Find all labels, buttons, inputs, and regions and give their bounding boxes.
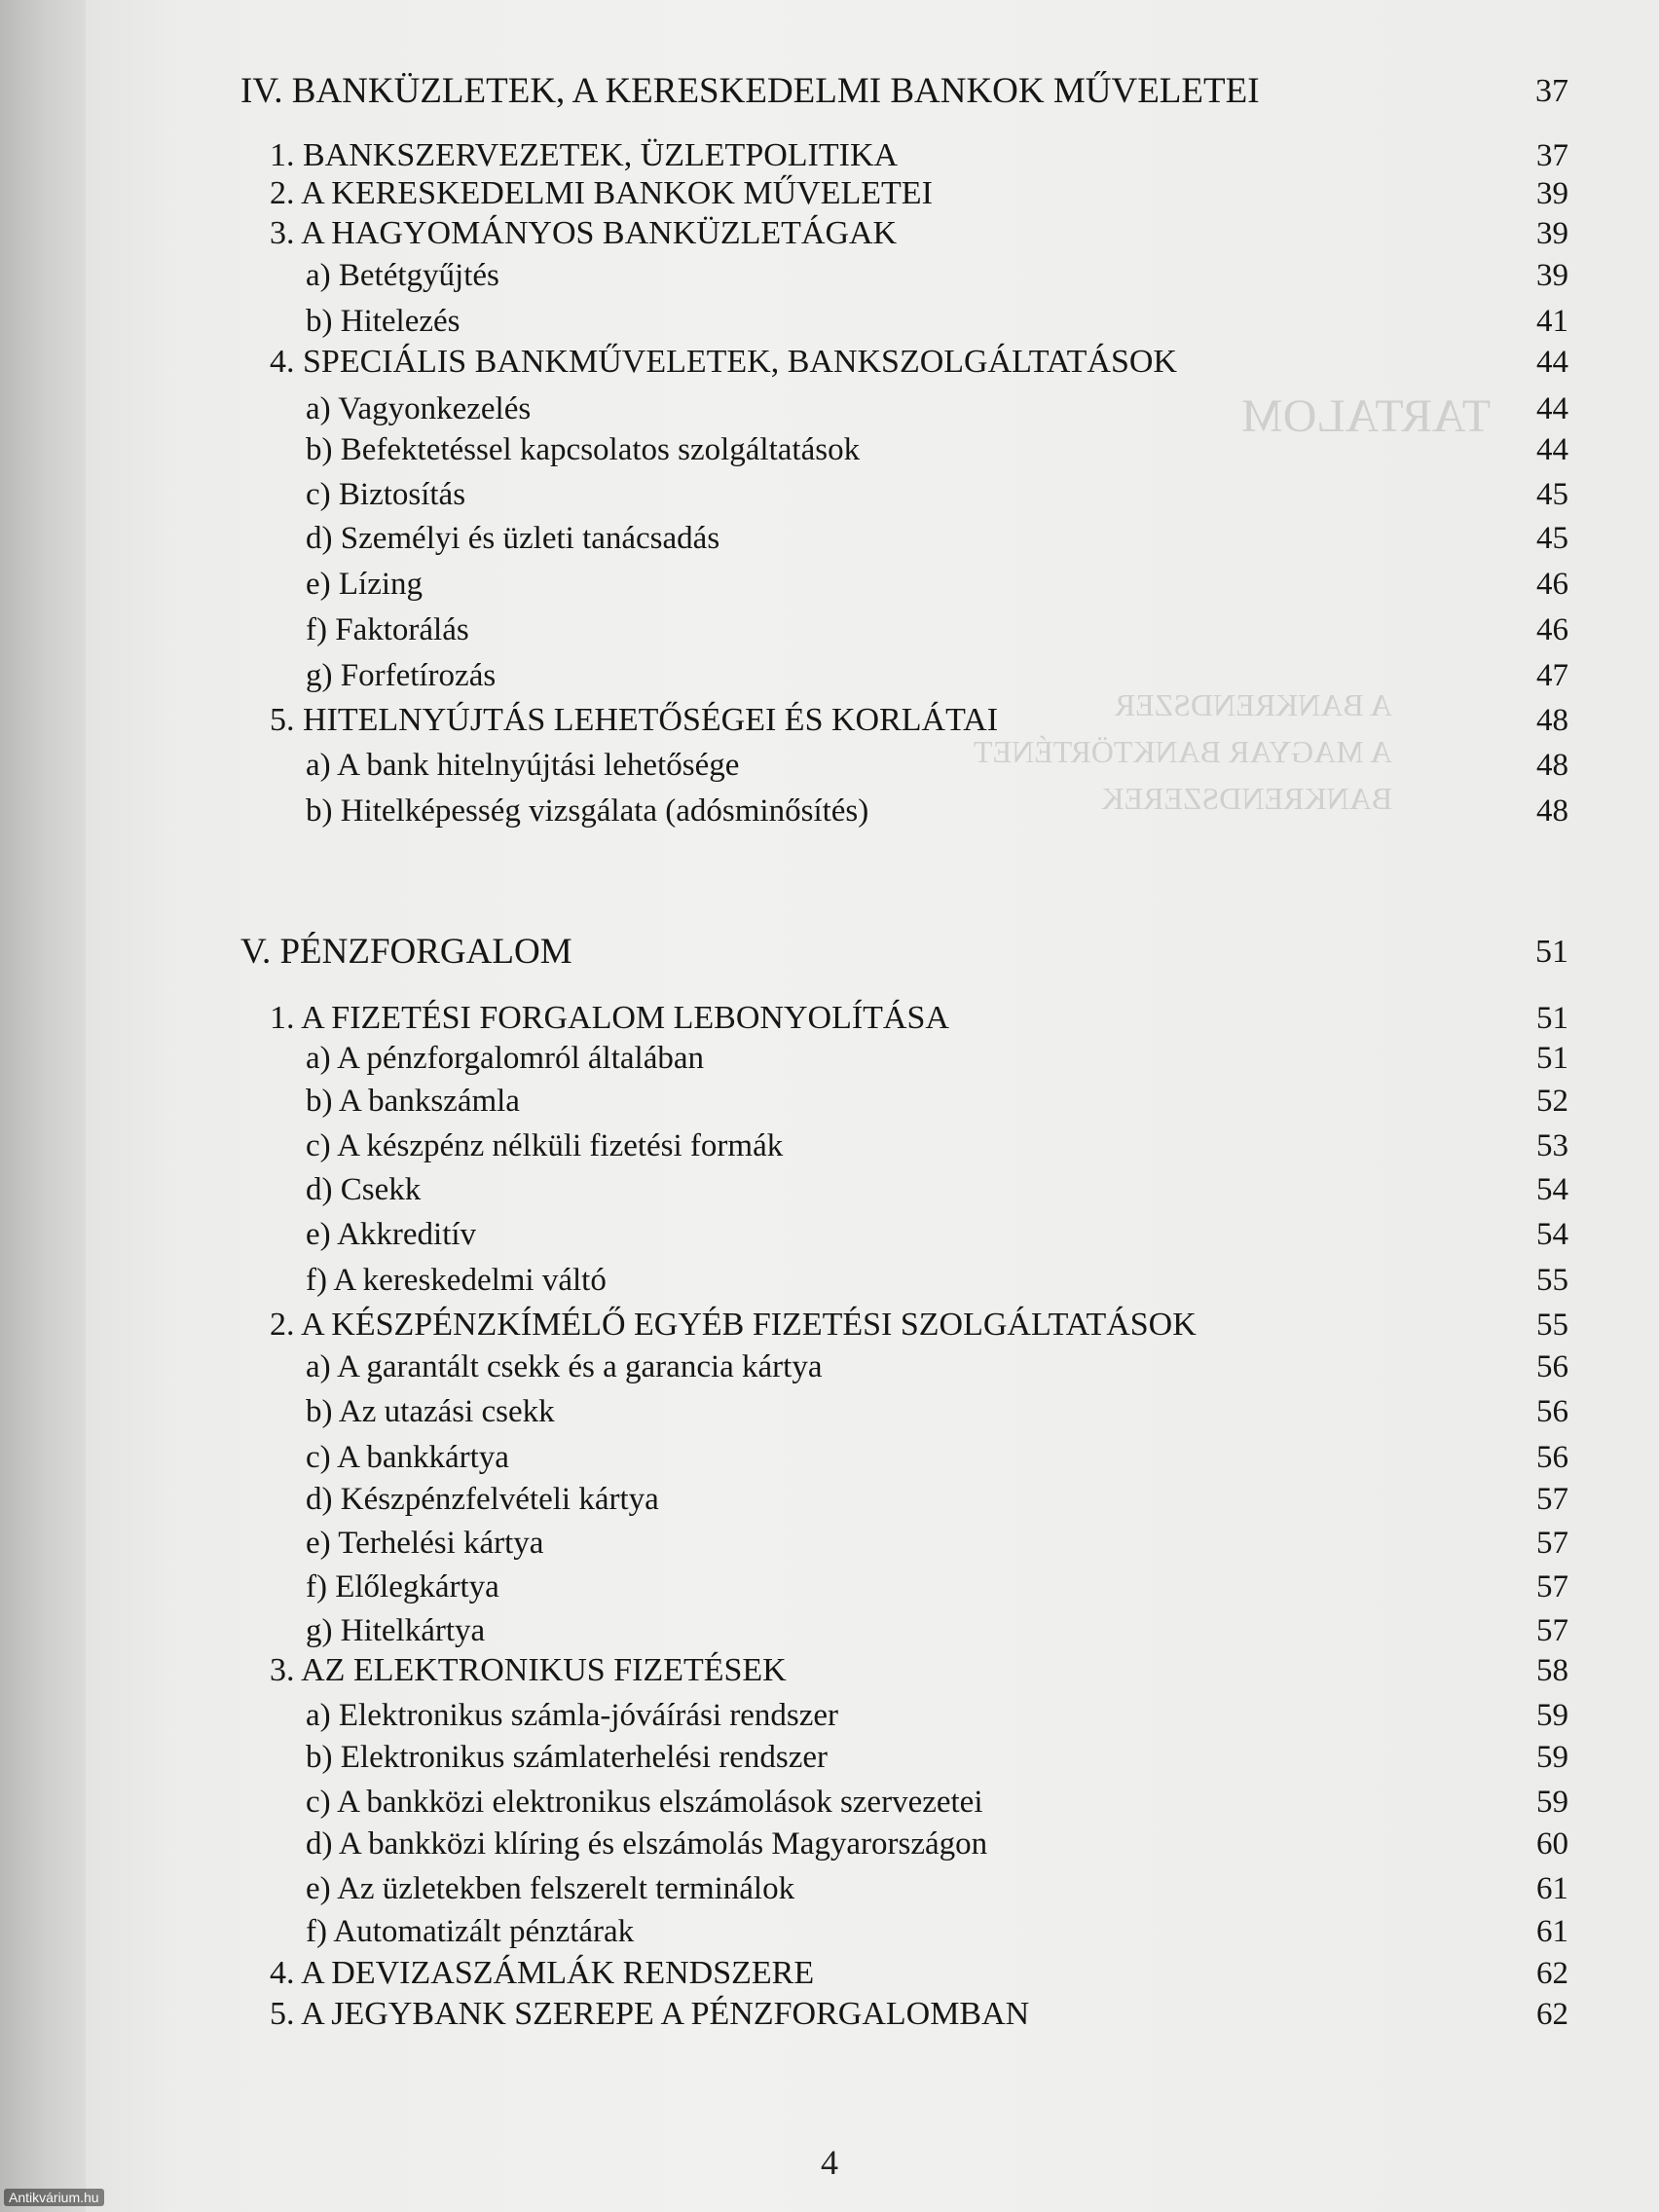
toc-entry-page: 39 — [1536, 216, 1568, 251]
toc-entry-page: 62 — [1536, 1956, 1568, 1991]
toc-entry-title: f) Faktorálás — [306, 612, 469, 647]
toc-entry-title: 3. AZ ELEKTRONIKUS FIZETÉSEK — [270, 1652, 787, 1688]
toc-entry-title: a) A pénzforgalomról általában — [306, 1041, 704, 1076]
toc-subsection-row — [0, 608, 1659, 651]
toc-entry-page: 53 — [1536, 1128, 1568, 1163]
toc-entry-title: a) Elektronikus számla-jóváírási rendszer — [306, 1698, 839, 1733]
toc-entry-title: b) Hitelezés — [306, 304, 461, 339]
toc-subsection-row — [0, 517, 1659, 560]
toc-entry-page: 57 — [1536, 1482, 1568, 1517]
toc-subsection-row — [0, 1436, 1659, 1479]
toc-subsection-row — [0, 300, 1659, 343]
toc-subsection-row — [0, 387, 1659, 430]
toc-entry-page: 48 — [1536, 703, 1568, 738]
toc-entry-title: a) A garantált csekk és a garancia kártya — [306, 1349, 823, 1384]
toc-entry-page: 44 — [1536, 391, 1568, 426]
toc-chapter-row — [0, 1649, 1659, 1692]
toc-entry-title: d) Készpénzfelvételi kártya — [306, 1482, 659, 1517]
toc-entry-page: 56 — [1536, 1349, 1568, 1384]
toc-subsection-row — [0, 563, 1659, 606]
toc-entry-page: 56 — [1536, 1440, 1568, 1475]
watermark-label: Antikvárium.hu — [4, 2189, 104, 2206]
toc-chapter-row — [0, 1993, 1659, 2036]
toc-entry-title: f) Automatizált pénztárak — [306, 1914, 635, 1949]
toc-entry-title: 5. HITELNYÚJTÁS LEHETŐSÉGEI ÉS KORLÁTAI — [270, 702, 999, 738]
bleed-through-lines: A BANKRENDSZER A MAGYAR BANKTÖRTÉNET BANKRENDSZEREK — [974, 687, 1393, 816]
toc-subsection-row — [0, 1694, 1659, 1737]
toc-entry-title: e) Lízing — [306, 567, 424, 602]
toc-entry-page: 54 — [1536, 1172, 1568, 1207]
toc-chapter-row — [0, 172, 1659, 215]
toc-section-heading — [0, 70, 1659, 113]
toc-subsection-row — [0, 1259, 1659, 1302]
toc-subsection-row — [0, 1910, 1659, 1953]
toc-subsection-row — [0, 1781, 1659, 1824]
toc-entry-title: f) A kereskedelmi váltó — [306, 1263, 607, 1298]
toc-entry-page: 44 — [1536, 345, 1568, 380]
toc-subsection-row — [0, 1213, 1659, 1256]
toc-entry-title: c) A bankkártya — [306, 1440, 509, 1475]
toc-subsection-row — [0, 654, 1659, 697]
toc-entry-page: 37 — [1535, 73, 1568, 109]
toc-entry-title: c) A készpénz nélküli fizetési formák — [306, 1128, 784, 1163]
toc-entry-title: a) Vagyonkezelés — [306, 391, 532, 426]
page-number: 4 — [821, 2143, 838, 2182]
toc-subsection-row — [0, 1867, 1659, 1910]
toc-entry-page: 46 — [1536, 567, 1568, 602]
toc-entry-page: 59 — [1536, 1698, 1568, 1733]
toc-entry-page: 48 — [1536, 748, 1568, 783]
toc-chapter-row — [0, 212, 1659, 255]
toc-chapter-row — [0, 134, 1659, 177]
toc-entry-title: b) Befektetéssel kapcsolatos szolgáltatások — [306, 432, 861, 467]
toc-entry-title: 5. A JEGYBANK SZEREPE A PÉNZFORGALOMBAN — [270, 1996, 1030, 2032]
toc-entry-title: a) A bank hitelnyújtási lehetősége — [306, 748, 740, 783]
toc-subsection-row — [0, 1037, 1659, 1080]
toc-entry-title: 2. A KERESKEDELMI BANKOK MŰVELETEI — [270, 175, 933, 211]
toc-entry-page: 57 — [1536, 1613, 1568, 1648]
toc-entry-page: 51 — [1536, 1001, 1568, 1036]
toc-subsection-row — [0, 254, 1659, 297]
toc-entry-page: 41 — [1536, 304, 1568, 339]
toc-section-heading — [0, 931, 1659, 974]
toc-subsection-row — [0, 1522, 1659, 1565]
toc-entry-title: b) Hitelképesség vizsgálata (adósminősítés) — [306, 793, 869, 829]
toc-entry-page: 59 — [1536, 1785, 1568, 1820]
toc-entry-page: 59 — [1536, 1740, 1568, 1775]
toc-entry-title: 1. BANKSZERVEZETEK, ÜZLETPOLITIKA — [270, 137, 899, 173]
toc-entry-page: 57 — [1536, 1569, 1568, 1604]
toc-entry-title: g) Forfetírozás — [306, 658, 497, 693]
toc-entry-title: d) Csekk — [306, 1172, 422, 1207]
toc-entry-page: 55 — [1536, 1308, 1568, 1343]
toc-subsection-row — [0, 1390, 1659, 1433]
toc-chapter-row — [0, 341, 1659, 384]
toc-chapter-row — [0, 699, 1659, 742]
toc-entry-page: 48 — [1536, 793, 1568, 829]
toc-entry-title: d) Személyi és üzleti tanácsadás — [306, 521, 720, 556]
toc-entry-page: 58 — [1536, 1653, 1568, 1688]
toc-entry-page: 57 — [1536, 1526, 1568, 1561]
toc-entry-title: c) Biztosítás — [306, 477, 466, 512]
toc-subsection-row — [0, 1566, 1659, 1608]
toc-entry-title: b) Az utazási csekk — [306, 1394, 555, 1429]
toc-entry-title: V. PÉNZFORGALOM — [240, 932, 572, 972]
toc-entry-page: 44 — [1536, 432, 1568, 467]
toc-entry-title: 4. A DEVIZASZÁMLÁK RENDSZERE — [270, 1955, 815, 1991]
toc-entry-title: 4. SPECIÁLIS BANKMŰVELETEK, BANKSZOLGÁLTATÁSOK — [270, 344, 1177, 380]
toc-subsection-row — [0, 473, 1659, 516]
toc-entry-page: 46 — [1536, 612, 1568, 647]
toc-subsection-row — [0, 1609, 1659, 1652]
toc-entry-page: 54 — [1536, 1217, 1568, 1252]
toc-entry-title: d) A bankközi klíring és elszámolás Magyarországon — [306, 1826, 988, 1862]
toc-entry-page: 62 — [1536, 1997, 1568, 2032]
toc-subsection-row — [0, 790, 1659, 832]
toc-entry-title: c) A bankközi elektronikus elszámolások szervezetei — [306, 1785, 983, 1820]
toc-subsection-row — [0, 1478, 1659, 1521]
toc-entry-title: a) Betétgyűjtés — [306, 258, 499, 293]
toc-subsection-row — [0, 1168, 1659, 1211]
toc-subsection-row — [0, 1823, 1659, 1865]
toc-entry-page: 39 — [1536, 176, 1568, 211]
toc-entry-title: e) Akkreditív — [306, 1217, 477, 1252]
toc-subsection-row — [0, 428, 1659, 471]
toc-entry-page: 39 — [1536, 258, 1568, 293]
toc-entry-title: IV. BANKÜZLETEK, A KERESKEDELMI BANKOK MŰVELETEI — [240, 71, 1260, 111]
toc-subsection-row — [0, 1124, 1659, 1167]
toc-chapter-row — [0, 997, 1659, 1040]
toc-chapter-row — [0, 1304, 1659, 1346]
toc-entry-title: 1. A FIZETÉSI FORGALOM LEBONYOLÍTÁSA — [270, 1000, 949, 1036]
bleed-through-heading: TARTALOM — [1241, 390, 1492, 442]
toc-entry-page: 55 — [1536, 1263, 1568, 1298]
toc-entry-title: g) Hitelkártya — [306, 1613, 486, 1648]
toc-entry-page: 61 — [1536, 1914, 1568, 1949]
toc-entry-page: 56 — [1536, 1394, 1568, 1429]
toc-entry-title: b) Elektronikus számlaterhelési rendszer — [306, 1740, 829, 1775]
toc-subsection-row — [0, 1736, 1659, 1779]
toc-entry-title: b) A bankszámla — [306, 1084, 520, 1119]
toc-entry-page: 60 — [1536, 1826, 1568, 1862]
toc-entry-page: 37 — [1536, 138, 1568, 173]
toc-entry-title: 3. A HAGYOMÁNYOS BANKÜZLETÁGAK — [270, 215, 898, 251]
toc-entry-title: 2. A KÉSZPÉNZKÍMÉLŐ EGYÉB FIZETÉSI SZOLGÁLTATÁSOK — [270, 1307, 1197, 1343]
toc-entry-page: 47 — [1536, 658, 1568, 693]
toc-subsection-row — [0, 1080, 1659, 1123]
toc-entry-page: 52 — [1536, 1084, 1568, 1119]
toc-entry-page: 51 — [1535, 934, 1568, 970]
toc-subsection-row — [0, 1346, 1659, 1388]
toc-entry-page: 45 — [1536, 521, 1568, 556]
toc-entry-page: 51 — [1536, 1041, 1568, 1076]
toc-chapter-row — [0, 1952, 1659, 1995]
toc-entry-title: e) Terhelési kártya — [306, 1526, 544, 1561]
toc-entry-page: 45 — [1536, 477, 1568, 512]
toc-subsection-row — [0, 744, 1659, 787]
toc-entry-page: 61 — [1536, 1871, 1568, 1906]
toc-entry-title: f) Előlegkártya — [306, 1569, 499, 1604]
toc-entry-title: e) Az üzletekben felszerelt terminálok — [306, 1871, 795, 1906]
